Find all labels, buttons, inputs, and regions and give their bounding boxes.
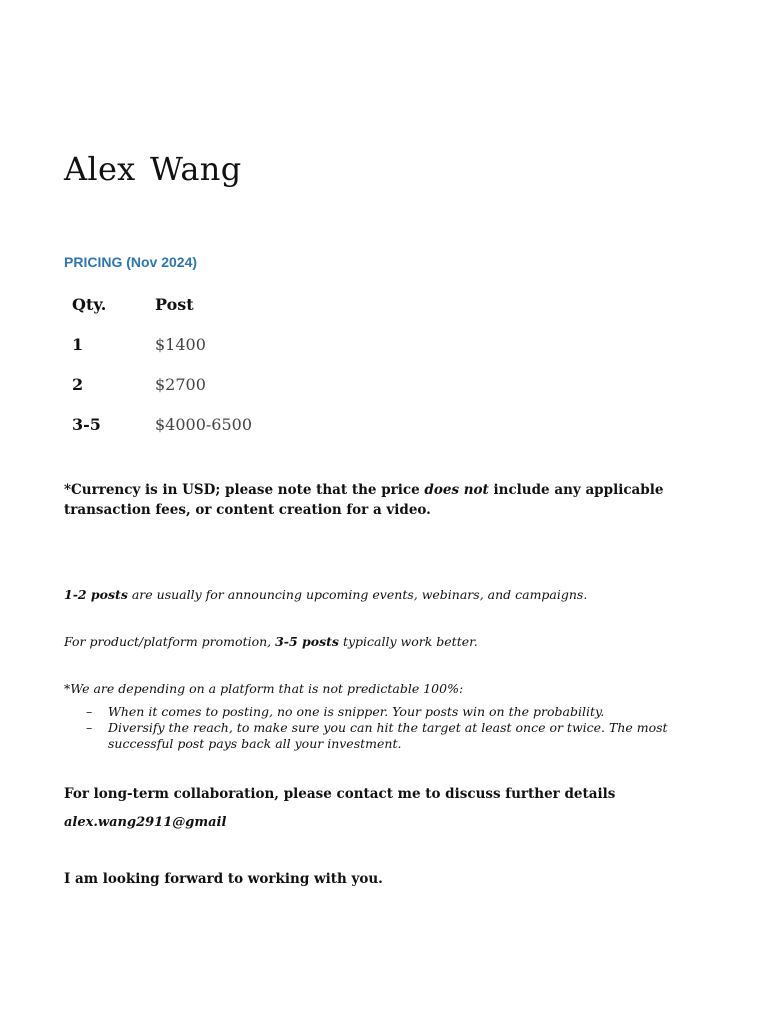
price-cell: $1400 (155, 334, 206, 354)
pricing-heading: PRICING (Nov 2024) (64, 254, 198, 270)
qty-cell: 2 (72, 374, 84, 394)
bullet-list (86, 704, 686, 752)
paragraph-product-promotion (64, 633, 694, 651)
paragraph-text: For product/platform promotion, (64, 634, 276, 649)
closing-line: I am looking forward to working with you. (64, 871, 383, 887)
column-header-post: Post (155, 294, 194, 314)
currency-note (64, 480, 694, 520)
paragraph-bold: 3-5 posts (275, 634, 339, 649)
note-text-start: *Currency is in USD; please note that the price (64, 482, 425, 498)
paragraph-short-campaigns (64, 586, 694, 604)
note-text-end: include any applicable transaction fees, or content creation for a video. (64, 482, 664, 518)
qty-cell: 1 (72, 334, 84, 354)
column-header-qty: Qty. (72, 294, 107, 314)
paragraph-bold: 1-2 posts (64, 587, 128, 602)
author-name: Alex Wang (64, 150, 242, 188)
paragraph-text: typically work better. (338, 634, 478, 649)
list-item: – Diversify the reach, to make sure you can hit the target at least once or twice. The most successful post pays back all your investment. (86, 720, 686, 752)
list-item: – When it comes to posting, no one is snipper. Your posts win on the probability. (86, 704, 686, 720)
table-header-row (64, 284, 355, 324)
table-row (64, 404, 355, 444)
contact-line: For long-term collaboration, please contact me to discuss further details (64, 786, 616, 802)
table-row (64, 364, 355, 404)
note-emphasis: does not (424, 482, 489, 498)
document-page (64, 0, 704, 1024)
paragraph-text: are usually for announcing upcoming events, webinars, and campaigns. (127, 587, 588, 602)
price-cell: $4000-6500 (155, 414, 253, 434)
price-cell: $2700 (155, 374, 206, 394)
contact-email: alex.wang2911@gmail (64, 815, 227, 830)
table-row (64, 324, 355, 364)
qty-cell: 3-5 (72, 414, 101, 434)
pricing-table (64, 284, 355, 444)
paragraph-platform-note: *We are depending on a platform that is not predictable 100%: (64, 681, 464, 696)
